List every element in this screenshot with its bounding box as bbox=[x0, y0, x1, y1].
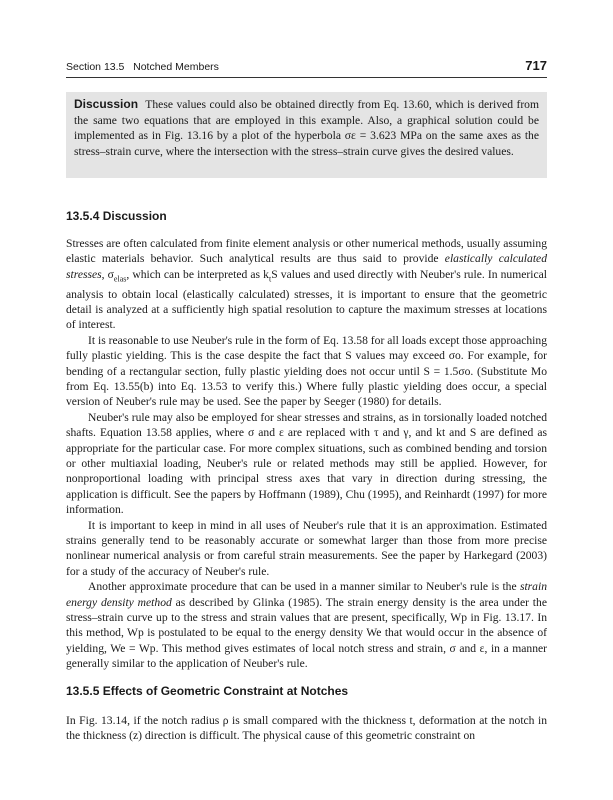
section-title: Section 13.5 Notched Members bbox=[66, 61, 219, 73]
section-body-13-5-5 bbox=[66, 713, 547, 744]
section-body-13-5-4 bbox=[66, 236, 547, 672]
section-heading-13-5-5: 13.5.5 Effects of Geometric Constraint at Notches bbox=[66, 684, 349, 698]
discussion-label: Discussion bbox=[74, 97, 139, 111]
paragraph: Stresses are often calculated from finite element analysis or other numerical methods, usually assuming elastic materials behavior. Such analytical results are thus said to provide elastically calculated stresses, $\sigma_{elas}$, which can be interpreted as $k_tS$ values and used directly with Neuber's rule. In numerical analysis to obtain local (elastically calculated) stresses, it is important to ensure that the geometric detail is analyzed at a sufficiently high spatial resolution to capture the maximum stresses at locations of interest. bbox=[66, 237, 547, 332]
paragraph: Neuber's rule may also be employed for shear stresses and strains, as in torsionally loaded notched shafts. Equation 13.58 applies, where σ and ε are replaced with τ and γ, and kt and S are defined as appropriate for the particular case. For more complex situations, such as combined bending and torsion or other multiaxial loading, Neuber's rule or related methods may still be applied. However, for nonproportional loading with principal stress axes that vary in direction during stressing, the application is difficult. See the papers by Hoffmann (1989), Chu (1995), and Reinhardt (1997) for more information. bbox=[66, 410, 547, 517]
paragraph: It is reasonable to use Neuber's rule in the form of Eq. 13.58 for all loads except those approaching fully plastic yielding. This is the case despite the fact that S values may exceed σo. For example, for bending of a rectangular section, fully plastic yielding does not occur until S = 1.5σo. (Substitute Mo from Eq. 13.55(b) into Eq. 13.53 to verify this.) Where fully plastic yielding does occur, a special version of Neuber's rule may be used. See the paper by Seeger (1980) for details. bbox=[66, 333, 547, 409]
emphasis: strain energy density method bbox=[66, 580, 547, 609]
page-number: 717 bbox=[525, 58, 547, 73]
running-header bbox=[66, 57, 547, 78]
paragraph: In Fig. 13.14, if the notch radius ρ is small compared with the thickness t, deformation at the notch in the thickness (z) direction is difficult. The physical cause of this geometric constraint on bbox=[66, 714, 547, 743]
paragraph: Another approximate procedure that can be used in a manner similar to Neuber's rule is the strain energy density method as described by Glinka (1985). The strain energy density is the area under the stress–strain curve up to the stress and strain values that are present, specifically, Wp in Fig. 13.17. In this method, Wp is postulated to be equal to the energy density We that would occur in the absence of yielding, We = Wp. This method gives estimates of local notch stress and strain, σ and ε, in a manner generally similar to the application of Neuber's rule. bbox=[66, 580, 547, 671]
discussion-text: These values could also be obtained directly from Eq. 13.60, which is derived from the same two equations that are employed in this example. Also, a graphical solution could be implemented as in Fig. 13.16 by a plot of the hyperbola σε = 3.623 MPa on the same axes as the stress–strain curve, where the intersection with the stress–strain curve gives the desired values. bbox=[74, 98, 539, 158]
section-heading-13-5-4: 13.5.4 Discussion bbox=[66, 209, 167, 223]
emphasis: elastically calculated stresses bbox=[66, 252, 547, 281]
discussion-box bbox=[66, 92, 547, 178]
paragraph: It is important to keep in mind in all uses of Neuber's rule that it is an approximation. Estimated strains generally tend to be reasonably accurate or somewhat larger than those from more precise nonlinear numerical analysis or from careful strain measurements. See the paper by Harkegard (2003) for a study of the accuracy of Neuber's rule. bbox=[66, 518, 547, 578]
